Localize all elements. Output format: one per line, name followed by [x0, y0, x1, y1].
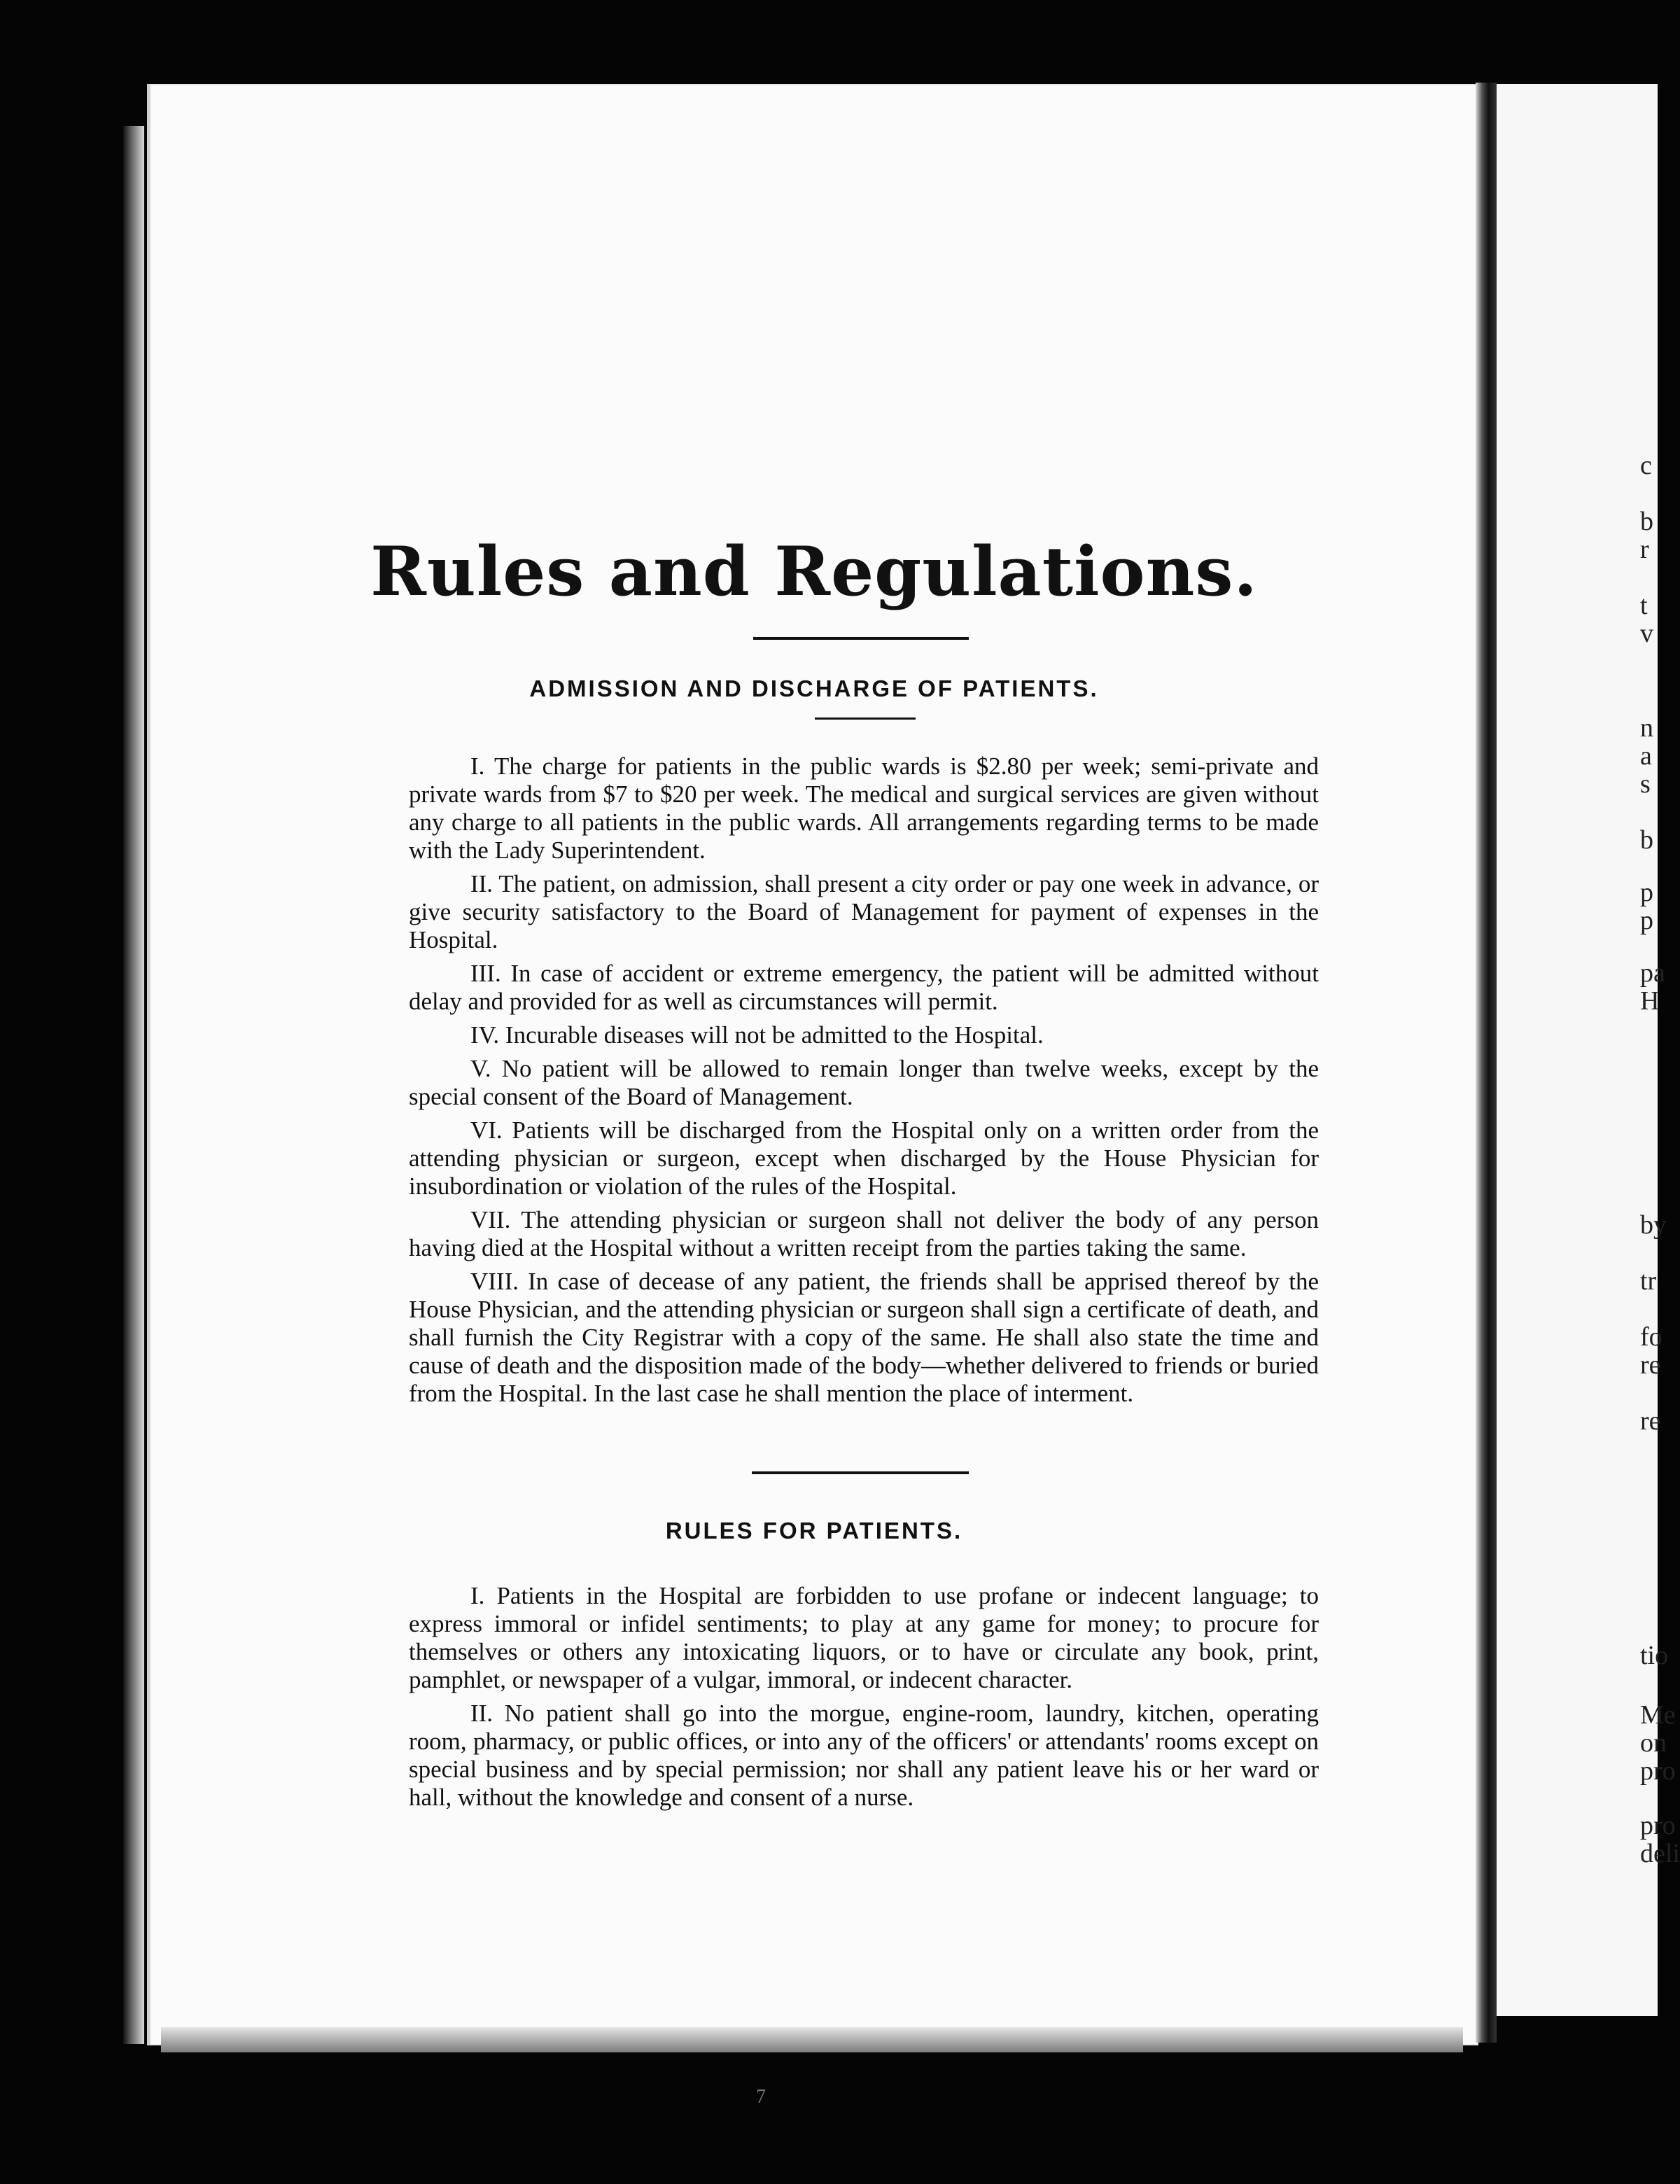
facing-page-fragment: p — [1640, 878, 1653, 907]
section-heading-admission: ADMISSION AND DISCHARGE OF PATIENTS. — [529, 676, 1099, 701]
facing-page-fragment: re — [1640, 1350, 1661, 1380]
facing-page-fragment: by — [1640, 1210, 1667, 1240]
facing-page-fragment: n — [1640, 713, 1653, 743]
section-divider — [752, 1471, 969, 1474]
page-title: Rules and Regulations. — [370, 532, 1258, 611]
patient-rules — [409, 1582, 1319, 1817]
page-bottom-shadow — [161, 2027, 1463, 2052]
facing-page-fragment: pro — [1640, 1811, 1676, 1840]
facing-page-fragment: v — [1640, 619, 1653, 648]
facing-page-fragment: on — [1640, 1728, 1667, 1758]
rule-paragraph: V. No patient will be allowed to remain longer than twelve weeks, except by the special consent of the Board of Management. — [409, 1055, 1319, 1110]
title-rule — [753, 637, 969, 640]
facing-page-fragment: re — [1640, 1406, 1661, 1436]
facing-page-fragment: t — [1640, 591, 1648, 620]
facing-page-fragment: b — [1640, 825, 1653, 855]
document-page — [147, 84, 1478, 2045]
facing-page-fragment: deli — [1640, 1839, 1680, 1868]
facing-page-fragment: r — [1640, 535, 1649, 564]
heading-rule — [815, 718, 916, 720]
rule-paragraph: I. Patients in the Hospital are forbidden to use profane or indecent language; to express immoral or infidel sentiments; to play at any game for money; to procure for themselves or others any intoxicating liquors, or to have or circulate any book, print, pamphlet, or newspaper of a vulgar, immoral, or indecent character. — [409, 1582, 1319, 1693]
facing-page-fragment: pro — [1640, 1756, 1676, 1786]
facing-page-fragment: fo — [1640, 1322, 1662, 1352]
facing-page-fragment: c — [1640, 451, 1652, 480]
admission-rules — [409, 752, 1319, 1413]
section-heading-patients: RULES FOR PATIENTS. — [665, 1518, 963, 1544]
rule-paragraph: VII. The attending physician or surgeon shall not deliver the body of any person having died at the Hospital without a written receipt from the parties taking the same. — [409, 1206, 1319, 1261]
rule-paragraph: I. The charge for patients in the public wards is $2.80 per week; semi-private and private wards from $7 to $20 per week. The medical and surgical services are given without any charge to all patients in the public wards. All arrangements regarding terms to be made with the Lady Superintendent. — [409, 752, 1319, 864]
rule-paragraph: II. The patient, on admission, shall present a city order or pay one week in advance, or give security satisfactory to the Board of Management for payment of expenses in the Hospital. — [409, 870, 1319, 953]
page-content — [150, 84, 1478, 2045]
rule-paragraph: III. In case of accident or extreme emergency, the patient will be admitted without delay and provided for as well as circumstances will permit. — [409, 960, 1319, 1015]
rule-paragraph: IV. Incurable diseases will not be admitted to the Hospital. — [470, 1021, 1044, 1049]
page-number: 7 — [756, 2086, 766, 2108]
facing-page — [1497, 84, 1680, 2016]
page-edge-shadow — [123, 126, 144, 2044]
rule-paragraph: VIII. In case of decease of any patient, the friends shall be apprised thereof by the House Physician, and the attending physician or surgeon shall sign a certificate of death, and shall furnish the City Registrar with a copy of the same. He shall also state the time and cause of death and the disposition made of the body—whether delivered to friends or buried from the Hospital. In the last case he shall mention the place of interment. — [409, 1268, 1319, 1407]
facing-page-fragment: H — [1640, 986, 1660, 1016]
facing-page-fragment: pa — [1640, 958, 1665, 988]
facing-page-fragment: b — [1640, 507, 1653, 536]
facing-page-fragment: a — [1640, 741, 1652, 771]
facing-page-fragment: tio — [1640, 1641, 1669, 1670]
rule-paragraph: II. No patient shall go into the morgue, engine-room, laundry, kitchen, operating room, pharmacy, or public offices, or into any of the officers' or attendants' rooms except on special business and by special permission; nor shall any patient leave his or her ward or hall, without the knowledge and consent of a nurse. — [409, 1700, 1319, 1811]
facing-page-fragment: Me — [1640, 1700, 1676, 1730]
rule-paragraph: VI. Patients will be discharged from the Hospital only on a written order from the attending physician or surgeon, except when discharged by the House Physician for insubordination or violation of the rules of the Hospital. — [409, 1116, 1319, 1200]
facing-page-fragment: tr — [1640, 1266, 1657, 1296]
facing-page-fragment: s — [1640, 769, 1651, 799]
book-spine — [1476, 83, 1497, 2043]
facing-page-fragment: p — [1640, 906, 1653, 935]
